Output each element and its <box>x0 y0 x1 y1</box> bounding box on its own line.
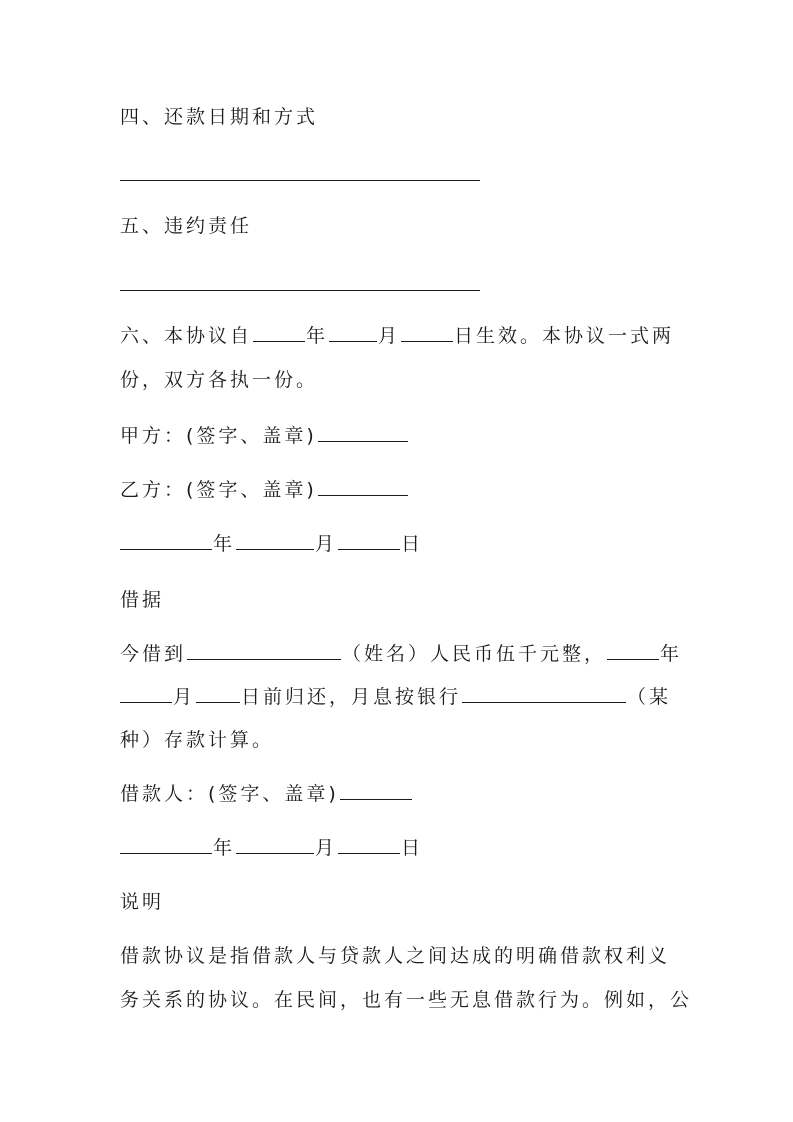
receipt-line-1 <box>120 640 683 668</box>
receipt-p1-mid: （姓名）人民币伍千元整， <box>342 643 607 665</box>
bank-name-blank <box>462 684 626 703</box>
date-1-day-label: 日 <box>401 533 424 555</box>
party-a-signature-blank <box>318 423 408 442</box>
receipt-p2-month: 月 <box>173 686 196 708</box>
date-1-year-blank <box>120 531 212 550</box>
borrower-signature-line <box>120 780 683 808</box>
date-1-day-blank <box>338 531 400 550</box>
section-6-line-2: 份，双方各执一份。 <box>120 369 319 391</box>
party-b-signature-line <box>120 476 683 504</box>
section-4-heading: 四、还款日期和方式 <box>120 106 319 128</box>
party-a-label: 甲方：(签字、盖章) <box>120 425 317 447</box>
party-b-signature-blank <box>318 477 408 496</box>
explanation-line-1: 借款协议是指借款人与贷款人之间达成的明确借款权利义 <box>120 945 671 967</box>
section-6-prefix: 六、本协议自 <box>120 325 253 347</box>
borrower-label: 借款人：(签字、盖章) <box>120 783 339 805</box>
effective-year-blank <box>253 323 305 342</box>
date-2-year-blank <box>120 835 212 854</box>
date-1-month-label: 月 <box>315 533 338 555</box>
date-1-month-blank <box>236 531 314 550</box>
section-6-day-suffix: 日生效。本协议一式两 <box>454 325 675 347</box>
party-a-signature-line <box>120 422 683 450</box>
borrower-signature-blank <box>340 781 412 800</box>
section-6-line-1 <box>120 322 683 350</box>
repay-month-blank <box>120 684 172 703</box>
date-2-year-label: 年 <box>213 837 236 859</box>
effective-month-blank <box>329 323 377 342</box>
receipt-p1-prefix: 今借到 <box>120 643 187 665</box>
date-2-day-blank <box>338 835 400 854</box>
effective-day-blank <box>401 323 453 342</box>
receipt-p1-year: 年 <box>660 643 683 665</box>
signing-date-1 <box>120 530 683 558</box>
receipt-p2-mid: 日前归还，月息按银行 <box>241 686 462 708</box>
lender-name-blank <box>187 641 341 660</box>
section-6-month-label: 月 <box>378 325 401 347</box>
section-5-blank-line <box>120 290 480 291</box>
party-b-label: 乙方：(签字、盖章) <box>120 479 317 501</box>
section-4-blank-line <box>120 180 480 181</box>
receipt-heading: 借据 <box>120 589 165 611</box>
receipt-line-3: 种）存款计算。 <box>120 729 275 751</box>
repay-day-blank <box>196 684 240 703</box>
repay-year-blank <box>607 641 659 660</box>
receipt-p2-suffix: （某 <box>627 686 672 708</box>
date-2-day-label: 日 <box>401 837 424 859</box>
explanation-heading: 说明 <box>120 891 165 913</box>
section-5-heading: 五、违约责任 <box>120 215 253 237</box>
section-6-year-label: 年 <box>306 325 329 347</box>
receipt-line-2 <box>120 683 683 711</box>
date-1-year-label: 年 <box>213 533 236 555</box>
date-2-month-label: 月 <box>315 837 338 859</box>
explanation-line-2: 务关系的协议。在民间，也有一些无息借款行为。例如，公 <box>120 989 693 1011</box>
signing-date-2 <box>120 834 683 862</box>
date-2-month-blank <box>236 835 314 854</box>
